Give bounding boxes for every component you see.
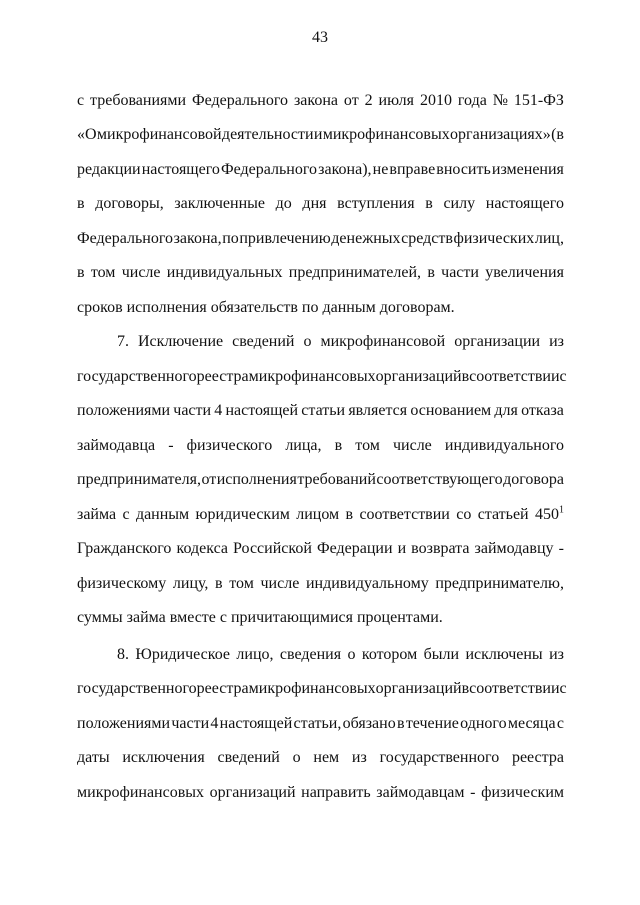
word: в <box>396 715 405 732</box>
word: статьей <box>477 506 529 523</box>
text-line <box>77 160 564 180</box>
word: исключения <box>122 749 205 766</box>
word: государственного <box>77 680 197 697</box>
word: из <box>351 749 367 766</box>
word: части <box>173 402 212 419</box>
word: лицо, <box>236 646 274 663</box>
word: Юридическое <box>135 646 231 663</box>
word: государственного <box>379 749 500 766</box>
text-line <box>77 194 564 214</box>
word: том <box>90 264 116 281</box>
word: юридическим <box>195 506 290 523</box>
word: микрофинансовых <box>248 680 376 697</box>
word: нем <box>313 749 340 766</box>
word: числе <box>121 264 161 281</box>
word: лицу, <box>172 575 209 592</box>
word: микрофинансовой <box>96 126 222 143</box>
word: числе <box>260 575 300 592</box>
word: 4 <box>210 715 219 732</box>
word: положениями <box>77 402 171 419</box>
word: даты <box>77 749 110 766</box>
word: организациях» <box>450 126 551 143</box>
word: и <box>313 126 323 143</box>
word: исключены <box>465 646 543 663</box>
word: 151-ФЗ <box>513 92 564 109</box>
text-line <box>77 714 564 734</box>
word: - <box>558 540 564 557</box>
word: статьи <box>301 402 346 419</box>
word: увеличения <box>485 264 564 281</box>
text-line <box>77 679 567 699</box>
word: в <box>77 264 85 281</box>
word: займодавца <box>77 437 156 454</box>
word: требованиями <box>90 92 187 109</box>
word: лиц, <box>534 230 564 247</box>
word: июля <box>378 92 415 109</box>
word: займа <box>77 506 117 523</box>
word: в <box>425 195 433 212</box>
text-line <box>77 125 564 145</box>
word: микрофинансовых <box>248 368 376 385</box>
text-line <box>77 263 564 283</box>
word: Исключение <box>137 333 224 350</box>
word: Российской <box>233 540 312 557</box>
word: микрофинансовых <box>77 784 205 801</box>
word: 7. <box>117 333 129 350</box>
word: вносить <box>436 161 491 178</box>
word: статьи, <box>293 715 342 732</box>
word: из <box>549 333 564 350</box>
word: кодекса <box>176 540 228 557</box>
word: $450^1$ <box>534 504 564 523</box>
word: настоящей <box>225 402 299 419</box>
word: сведений <box>217 749 280 766</box>
word: настоящей <box>219 715 293 732</box>
word: организаций <box>375 368 462 385</box>
word: дня <box>302 195 327 212</box>
superscript-mark: 1 <box>558 504 564 516</box>
word: реестра <box>511 749 564 766</box>
word: средств <box>401 230 453 247</box>
word: с <box>559 368 567 385</box>
word: деятельности <box>221 126 314 143</box>
word: - <box>470 784 476 801</box>
word: «О <box>77 126 97 143</box>
word: том <box>355 437 380 454</box>
word: с <box>77 92 85 109</box>
word: с <box>556 715 564 732</box>
word: в <box>215 575 223 592</box>
word: Федерации <box>316 540 393 557</box>
word: физического <box>186 437 273 454</box>
text-line <box>77 436 564 456</box>
word: предпринимателю, <box>435 575 564 592</box>
word: микрофинансовой <box>320 333 446 350</box>
word: о <box>303 333 312 350</box>
word: индивидуальных <box>166 264 283 281</box>
word: для <box>494 402 518 419</box>
word: в <box>345 506 354 523</box>
word: не <box>372 161 389 178</box>
page-number: 43 <box>312 29 328 46</box>
word: (в <box>551 126 564 143</box>
word: физическим <box>481 784 564 801</box>
word: № <box>492 92 508 109</box>
word: соответствии <box>359 506 450 523</box>
paragraph-8-first-line <box>117 645 564 665</box>
word: закона <box>293 92 338 109</box>
word: котором <box>361 646 418 663</box>
word: соответствии <box>469 680 560 697</box>
word: из <box>549 646 564 663</box>
text-line <box>77 783 564 803</box>
word: с <box>122 506 130 523</box>
word: соответствии <box>469 368 560 385</box>
paragraph-7-first-line <box>117 332 564 352</box>
text-line <box>77 91 564 111</box>
text-line: суммы займа вместе с причитающимися процентами. <box>77 609 443 626</box>
word: настоящего <box>485 195 564 212</box>
word: числе <box>392 437 432 454</box>
word: редакции <box>77 161 141 178</box>
word: закона, <box>173 230 222 247</box>
word: в <box>427 264 435 281</box>
word: возврата <box>411 540 470 557</box>
word: 2 <box>364 92 373 109</box>
word: лицом <box>296 506 340 523</box>
word: реестра <box>196 680 249 697</box>
word: в <box>461 680 470 697</box>
text-line <box>77 505 564 525</box>
word: индивидуального <box>444 437 564 454</box>
word: 4 <box>214 402 223 419</box>
word: 8. <box>117 646 129 663</box>
word: с <box>559 680 567 697</box>
word: организаций <box>375 680 462 697</box>
word: силу <box>443 195 476 212</box>
text-line <box>77 539 564 559</box>
word: Федерального <box>77 230 174 247</box>
word: физическому <box>77 575 167 592</box>
word: в <box>334 437 343 454</box>
word: договора <box>503 471 564 488</box>
word: денежных <box>331 230 401 247</box>
word: Федерального <box>192 92 289 109</box>
word: года <box>457 92 487 109</box>
word: 2010 <box>419 92 452 109</box>
word: вступления <box>337 195 415 212</box>
word: от <box>343 92 359 109</box>
word: Гражданского <box>77 540 172 557</box>
word: направить <box>301 784 371 801</box>
word: в <box>77 195 85 212</box>
word: со <box>456 506 472 523</box>
word: является <box>348 402 408 419</box>
word: сведения <box>279 646 342 663</box>
word: требований <box>297 471 376 488</box>
word: до <box>275 195 292 212</box>
word: индивидуальному <box>305 575 429 592</box>
word: отказа <box>521 402 564 419</box>
word: изменения <box>491 161 564 178</box>
word: сведений <box>232 333 295 350</box>
word: Федерального <box>221 161 318 178</box>
word: обязано <box>342 715 396 732</box>
word: месяца <box>507 715 556 732</box>
word: части <box>171 715 210 732</box>
word: исполнения <box>216 471 297 488</box>
word: были <box>423 646 460 663</box>
text-line <box>77 470 564 490</box>
word: данным <box>135 506 190 523</box>
word: займодавцам <box>376 784 465 801</box>
word: по <box>222 230 239 247</box>
text-line: сроков исполнения обязательств по данным договорам. <box>77 299 455 316</box>
word: привлечению <box>239 230 331 247</box>
word: микрофинансовых <box>322 126 450 143</box>
word: предпринимателя, <box>77 471 201 488</box>
word: договоры, <box>95 195 164 212</box>
word: том <box>229 575 254 592</box>
word: части <box>441 264 479 281</box>
word: вправе <box>389 161 436 178</box>
word: основанием <box>410 402 492 419</box>
text-line <box>77 367 567 387</box>
word: и <box>397 540 407 557</box>
word: предпринимателей, <box>288 264 422 281</box>
word: соответствующего <box>376 471 503 488</box>
word: государственного <box>77 368 197 385</box>
word: лица, <box>285 437 322 454</box>
word: от <box>201 471 217 488</box>
word: положениями <box>77 715 171 732</box>
word: о <box>347 646 356 663</box>
text-line <box>77 748 564 768</box>
word: реестра <box>196 368 249 385</box>
word: физических <box>453 230 535 247</box>
word: настоящего <box>141 161 220 178</box>
word: течение <box>405 715 459 732</box>
word: - <box>168 437 174 454</box>
word: о <box>292 749 301 766</box>
word: одного <box>460 715 507 732</box>
word: организации <box>454 333 541 350</box>
word: организаций <box>209 784 296 801</box>
word: в <box>461 368 470 385</box>
word: закона), <box>318 161 372 178</box>
word: займодавцу <box>474 540 554 557</box>
text-line <box>77 401 564 421</box>
text-line <box>77 229 564 249</box>
word: заключенные <box>174 195 265 212</box>
text-line <box>77 574 564 594</box>
